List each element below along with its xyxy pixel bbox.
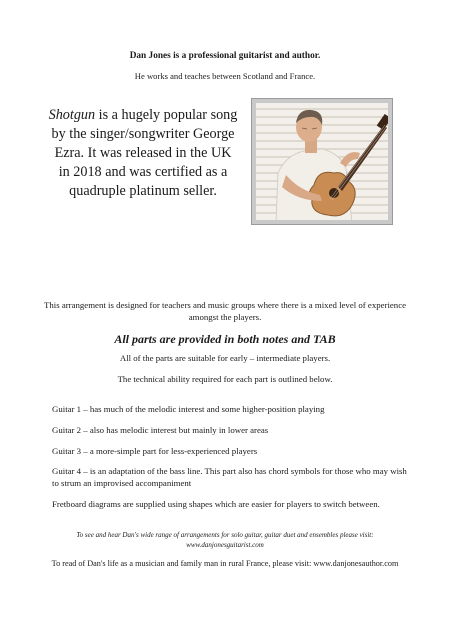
guitar-part-item: Guitar 4 – is an adaptation of the bass line. This part also has chord symbols for those who may wish to strum an improvised accompaniment xyxy=(52,466,407,489)
guitar-part-item: Guitar 3 – a more-simple part for less-experienced players xyxy=(52,445,258,456)
intro-paragraph xyxy=(48,106,238,201)
guitarist-illustration xyxy=(256,103,388,220)
guitar-parts-list xyxy=(52,404,407,520)
author-website-note: To read of Dan's life as a musician and family man in rural France, please visit: www.danjonesauthor.com xyxy=(51,559,399,568)
technical-line: The technical ability required for each part is outlined below. xyxy=(117,374,333,384)
location-line: He works and teaches between Scotland and France. xyxy=(134,71,316,81)
all-parts-heading: All parts are provided in both notes and TAB xyxy=(114,332,336,346)
fretboard-note: Fretboard diagrams are supplied using shapes which are easier for players to switch between. xyxy=(52,498,380,509)
guitar-part-item: Guitar 2 – also has melodic interest but mainly in lower areas xyxy=(52,424,269,435)
song-title: Shotgun xyxy=(48,107,96,123)
intro-text: is a hugely popular song by the singer/songwriter George Ezra. It was released in the UK in 2018 and was certified as a quadruple platinum seller. xyxy=(51,107,238,199)
author-line: Dan Jones is a professional guitarist and author. xyxy=(129,51,321,61)
guitarist-website-note: To see and hear Dan's wide range of arrangements for solo guitar, guitar duet and ensembles please visit: www.danjonesguitarist.com xyxy=(76,531,374,549)
suitable-line: All of the parts are suitable for early – intermediate players. xyxy=(119,353,331,363)
guitar-part-item: Guitar 1 – has much of the melodic interest and some higher-position playing xyxy=(52,404,325,414)
author-photo xyxy=(256,103,388,220)
arrangement-paragraph: This arrangement is designed for teachers and music groups where there is a mixed level of experience amongst the players. xyxy=(44,300,406,322)
author-photo-frame xyxy=(251,98,393,225)
